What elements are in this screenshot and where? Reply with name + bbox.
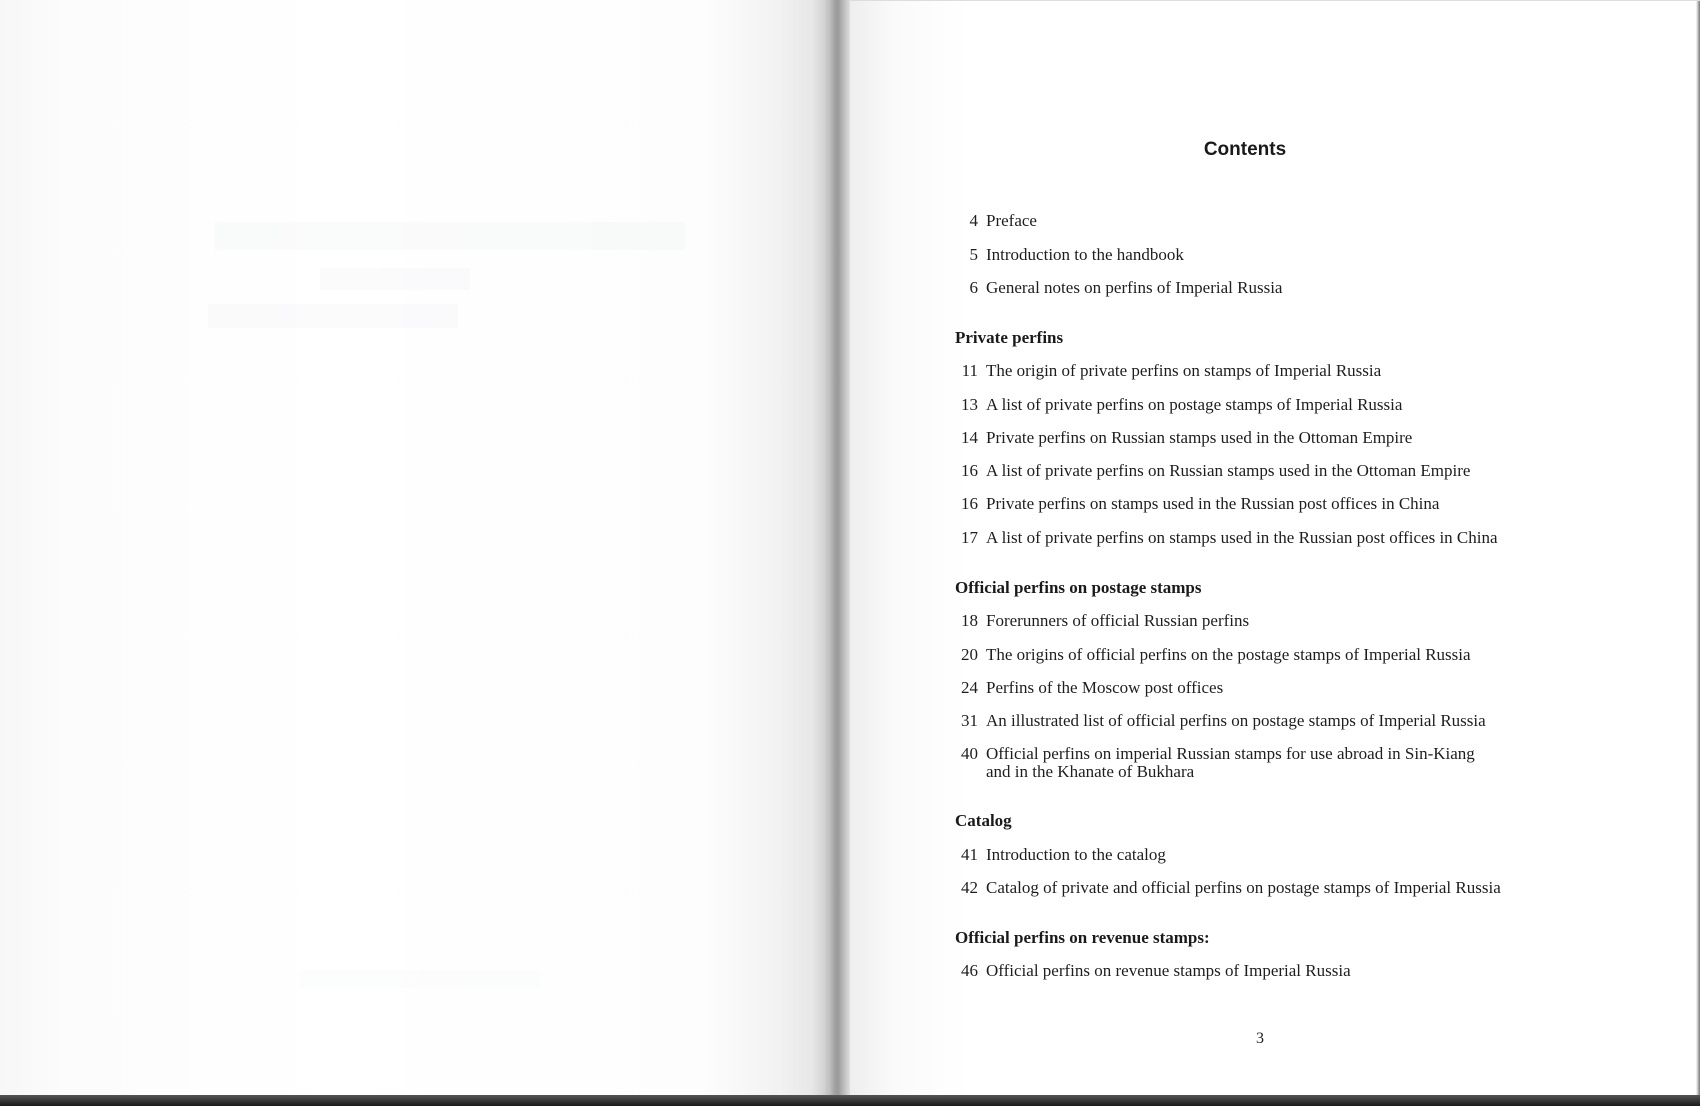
show-through-shadow <box>208 304 458 328</box>
toc-entry-page: 46 <box>961 961 978 980</box>
toc-entry-page: 16 <box>961 494 978 513</box>
section-heading-catalog: Catalog <box>955 811 1012 830</box>
toc-entry-page: 13 <box>961 395 978 414</box>
section-heading-official-postage: Official perfins on postage stamps <box>955 578 1202 597</box>
left-page <box>0 0 828 1095</box>
toc-entry-page: 40 <box>961 744 978 763</box>
toc-entry-title: Private perfins on stamps used in the Russian post offices in China <box>986 494 1440 513</box>
show-through-shadow <box>300 970 540 988</box>
toc-entry-page: 18 <box>961 611 978 630</box>
toc-entry-page: 24 <box>961 678 978 697</box>
toc-entry-page: 31 <box>961 711 978 730</box>
toc-entry-title: Official perfins on revenue stamps of Imperial Russia <box>986 961 1351 980</box>
toc-entry-page: 11 <box>961 361 978 380</box>
toc-entry-page: 41 <box>961 845 978 864</box>
toc-entry-page: 14 <box>961 428 978 447</box>
toc-entry-title-line2: and in the Khanate of Bukhara <box>986 762 1195 781</box>
toc-entry-title: Catalog of private and official perfins on postage stamps of Imperial Russia <box>986 878 1501 897</box>
section-heading-private-perfins: Private perfins <box>955 328 1064 347</box>
toc-entry-title: An illustrated list of official perfins on postage stamps of Imperial Russia <box>986 711 1486 730</box>
toc-entry-title: Perfins of the Moscow post offices <box>986 678 1224 697</box>
toc-entry-title: General notes on perfins of Imperial Russia <box>986 278 1283 297</box>
toc-entry-title: A list of private perfins on Russian stamps used in the Ottoman Empire <box>986 461 1471 480</box>
toc-entry-title: Preface <box>986 211 1037 230</box>
right-page <box>850 0 1700 1095</box>
toc-entry-page: 16 <box>961 461 978 480</box>
show-through-shadow <box>320 268 470 290</box>
toc-entry-title: The origin of private perfins on stamps of Imperial Russia <box>986 361 1382 380</box>
toc-entry-title: Introduction to the catalog <box>986 845 1166 864</box>
toc-entry-page: 17 <box>961 528 978 547</box>
contents-title: Contents <box>1203 139 1287 160</box>
toc-entry-page: 4 <box>969 211 978 230</box>
scan-bottom-edge <box>0 1095 1700 1106</box>
page-number: 3 <box>1256 1030 1264 1047</box>
toc-entry-page: 42 <box>961 878 978 897</box>
toc-entry-title: A list of private perfins on postage stamps of Imperial Russia <box>986 395 1403 414</box>
toc-entry-title: A list of private perfins on stamps used in the Russian post offices in China <box>986 528 1498 547</box>
show-through-shadow <box>215 222 685 250</box>
toc-entry-title: Private perfins on Russian stamps used in the Ottoman Empire <box>986 428 1413 447</box>
toc-entry-title: Introduction to the handbook <box>986 245 1184 264</box>
toc-entry-page: 20 <box>961 645 978 664</box>
toc-entry-title: The origins of official perfins on the postage stamps of Imperial Russia <box>986 645 1471 664</box>
toc-entry-page: 5 <box>969 245 978 264</box>
toc-entry-page: 6 <box>969 278 978 297</box>
toc-entry-title: Official perfins on imperial Russian stamps for use abroad in Sin-Kiang <box>986 744 1475 763</box>
toc-entry-title: Forerunners of official Russian perfins <box>986 611 1250 630</box>
section-heading-official-revenue: Official perfins on revenue stamps: <box>955 928 1210 947</box>
page-edge <box>1696 1 1700 1095</box>
